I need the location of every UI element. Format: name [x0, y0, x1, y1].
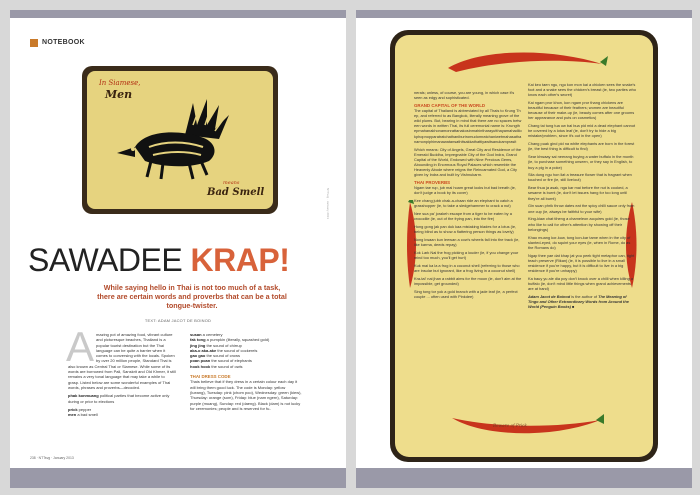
left-column-1 [66, 323, 176, 420]
proverb: Sila dung ngu hon liat a treasure flower that is fragrant when touched or fire (ie, still live/out) [528, 172, 632, 183]
subheading: GRAND CAPITAL OF THE WORLD [414, 102, 486, 108]
chili-pepper-icon [442, 40, 612, 80]
proverb: Nee sua pa' jorakeh escape from a tiger to be eaten by a crocodile (ie, out of the frying pan, into the fire) [414, 210, 512, 222]
headline-part-2: KRAP! [190, 242, 290, 278]
glossary-entry: fak tong a pumpkin (literally, squashed gold) [190, 337, 270, 343]
proverb: Chang tai tung tua ow bai bua pid mid a dead elephant cannot be covered by a lotus leaf (ie, don't try to hide a big mistake/problem, since it's out in the open) [528, 123, 636, 139]
proverb: Kra-tai' nai jhan a rabbit aims for the moon (ie, don't aim at the impossible, get grounded) [414, 275, 522, 286]
illustration-line4: Bad Smell [207, 187, 265, 198]
proverb: Khao muang kor-kuw, tong kon-kar tame when in the city of slanted-eyed, do squint your eyes (ie, when in Rome, do as the Romans do) [528, 234, 631, 250]
dropcap: A [66, 323, 95, 370]
bottom-bar [10, 468, 346, 488]
top-bar [10, 10, 346, 18]
proverb: Sing tong tor yok a gold branch with a jade leaf (ie, a perfect couple ... often used with Pinkdee) [414, 288, 518, 299]
illustration-caption: Beware of Prick [493, 423, 527, 428]
proverb: Kai keo taen ngu, ngu kon mon kai a chicken sees the snake's foot and a snake sees the chicken's breast (ie, two parties who know each other's secret) [528, 82, 637, 98]
byline: TEXT: ADAM JACOT DE BOINOD [144, 318, 212, 323]
right-page [356, 10, 692, 488]
proverb: Kok Lark Nai the frog picking a louder (ie, if you change your mind too much, you'll get hurt) [414, 249, 519, 260]
glossary-entry: men a bad smell [68, 412, 98, 418]
illustration-line3: means [223, 180, 240, 186]
subheading: THAI PROVERBS [414, 179, 451, 185]
proverb: Kee chang jubb chak-a-chaan ride an elephant to catch a grasshopper (ie, to take a sledgehammer to crack a nut) [414, 197, 513, 209]
right-column-1 [414, 90, 522, 302]
proverb: Sear khwaay sai neerang buying a water buffalo in the month (ie, to purchase something unseen, or they say in English, to buy a pig in a poke) [528, 154, 634, 170]
body-paragraph: The capital of Thailand is abbreviated by all Thais to Krung Thep, and referred to as Bangkok, literally meaning grove of the wild plums. But, bearing in mind that there are no spaces between words in written Thai, its full ceremonial name is: Krungthepmahanakhonamonrattanakosinmahintharayutthayamahadilokphopnopparatratchathaniburiromudomratchaniwetmahasathanamonpiphimanawatansathitsakkathattiyawitsanukamprasit [414, 108, 522, 144]
illustration-line2: Men [105, 88, 133, 101]
section-label-text: NOTEBOOK [42, 39, 85, 46]
left-column-2 [190, 332, 302, 414]
proverb: Chang puak gind pid na white elephants are born in the forest (ie, the best thing is difficult to find) [528, 141, 635, 152]
author-note: Adam Jacot de Boinod is the author of The Meaning of Tingo and Other Extraordinary Words from Around the World (Penguin Books) ■ [528, 293, 629, 310]
dress-code-paragraph: Thais believe that if they dress in a certain colour each day it will bring them good luck. The code is Monday: yellow (lueang), Tuesday: pink (chom poo), Wednesday: green (kiew), Thursday: orange (som), Friday: blue (nam ngern), Saturday: purple (muang), Sunday: red (daeng). Black (dam) is not lucky for ceremonies; people and is reserved for fu- [190, 379, 302, 411]
bottom-bar [356, 468, 692, 488]
proverb: Gin suan phrik throw dates eat the spicy chilli sauce only from one cup (ie, always be faithful to your wife) [528, 203, 635, 214]
glossary-entry: aka-o aka-ake the sound of cockerels [190, 347, 258, 353]
glossary-entry: phak konmuang political parties that become active only during or prior to elections [68, 393, 170, 404]
spine-text: NTTsvg · January 2013 [326, 188, 330, 220]
proverb: Ngam tae rup, jub mai hoam great looks but bad breath (ie, don't judge a book by its cover) [414, 184, 516, 196]
proverb: Bear thua ja asak, nga kar mai before the nut is cooked, a sesame is burnt (ie, don't let issues hang for too long until they're all burnt) [528, 185, 628, 201]
standfirst: While saying hello in Thai is not too much of a task, there are certain words and proverbs that can be a total tongue-twister. [97, 283, 287, 310]
proverb: Ngap thee yae dat khap jat you peek tight metaphor can, tight teach preserve (Rikan) (ie, it is possible to live in a small residence if you're happy, but it is difficult to live in a big residence if you're unhappy) [528, 252, 635, 273]
proverb: Hong gong jak pan duk kaa mistaking blades for a lotus (ie, being blind as to show a flattering person things as lovely) [414, 223, 517, 235]
proverb: Ka bauy yu ale dia poy don't knock over a chilli when killing a buffalo (ie, don't mind little things when grand achievements are at hand) [528, 275, 633, 291]
proverb: Nong kwaan kun leewan a cow's wheels fall into the track (ie, like karma, deeds repay) [414, 236, 520, 248]
glossary-entry: prick pepper [68, 406, 92, 412]
proverb: Kai ngam pror khon, kon ngam pror thang chickens are beautiful because of their feathers; women are beautiful because of their make-up (ie, beauty comes after one grooms her appearance and puts on cosmetics) [528, 100, 635, 121]
glossary-entry: poan poan the sound of elephants [190, 358, 252, 364]
proverb: Kuk mai ka la a frog in a coconut shell (referring to those who are insular but ignorant, like a frog living in a coconut shell) [414, 262, 520, 273]
glossary-entry: gao gao the sound of crows [190, 353, 241, 359]
illustration-line1: In Siamese, [99, 79, 141, 87]
section-marker-icon [30, 39, 38, 47]
body-paragraph: nerals; unless, of course, you are young, in which case it's seen as edgy and sophisticated. [414, 90, 515, 101]
headline-part-1: SAWADEE [28, 242, 191, 278]
right-column-2 [528, 82, 636, 312]
page-footer: 238 · NTTsvg · January 2013 [30, 456, 74, 460]
body-paragraph: Which means: City of Angels, Great City and Residence of the Emerald Buddha, Impregnable City of the God Indra, Grand Capital of the World, Endowed with Nine Precious Gems, Abounding in Enormous Royal Palaces which resemble the Heavenly Abode where reigns the Reincarnated God, a City given by Indra and built by Vishnukarm. [414, 146, 522, 177]
section-label [30, 38, 85, 47]
skunk-icon [115, 95, 255, 185]
top-bar [356, 10, 692, 18]
headline [28, 244, 289, 276]
skunk-illustration [82, 66, 278, 214]
intro-paragraph: Amazing pot of amazing food, vibrant culture and picturesque beaches, Thailand is a popular tourist destination but the Thai language can be quite a barrier when it comes to conversing with the locals. Spoken by over 20 million people, Standard Thai is also known as Central Thai or Siamese. While some of its words are borrowed from Pali, Sanskrit and Old Khmer, it still remains a very tonal language that may take a while to grasp. Listed below are some wonderful examples of Thai words, phrases and proverbs—decoded. [66, 323, 176, 390]
subheading: THAI DRESS CODE [190, 374, 231, 380]
left-page [10, 10, 346, 488]
proverb: King-kiaw chat tiheng a chameleon acquires gold (ie, those who like to call for other's attention by showing off their belongings) [528, 216, 630, 232]
glossary-entry: hook hook the sound of owls [190, 363, 243, 369]
glossary-entry: susan a cemetery [190, 332, 223, 337]
glossary-entry: jing jing the sound of chirrup [190, 342, 242, 348]
